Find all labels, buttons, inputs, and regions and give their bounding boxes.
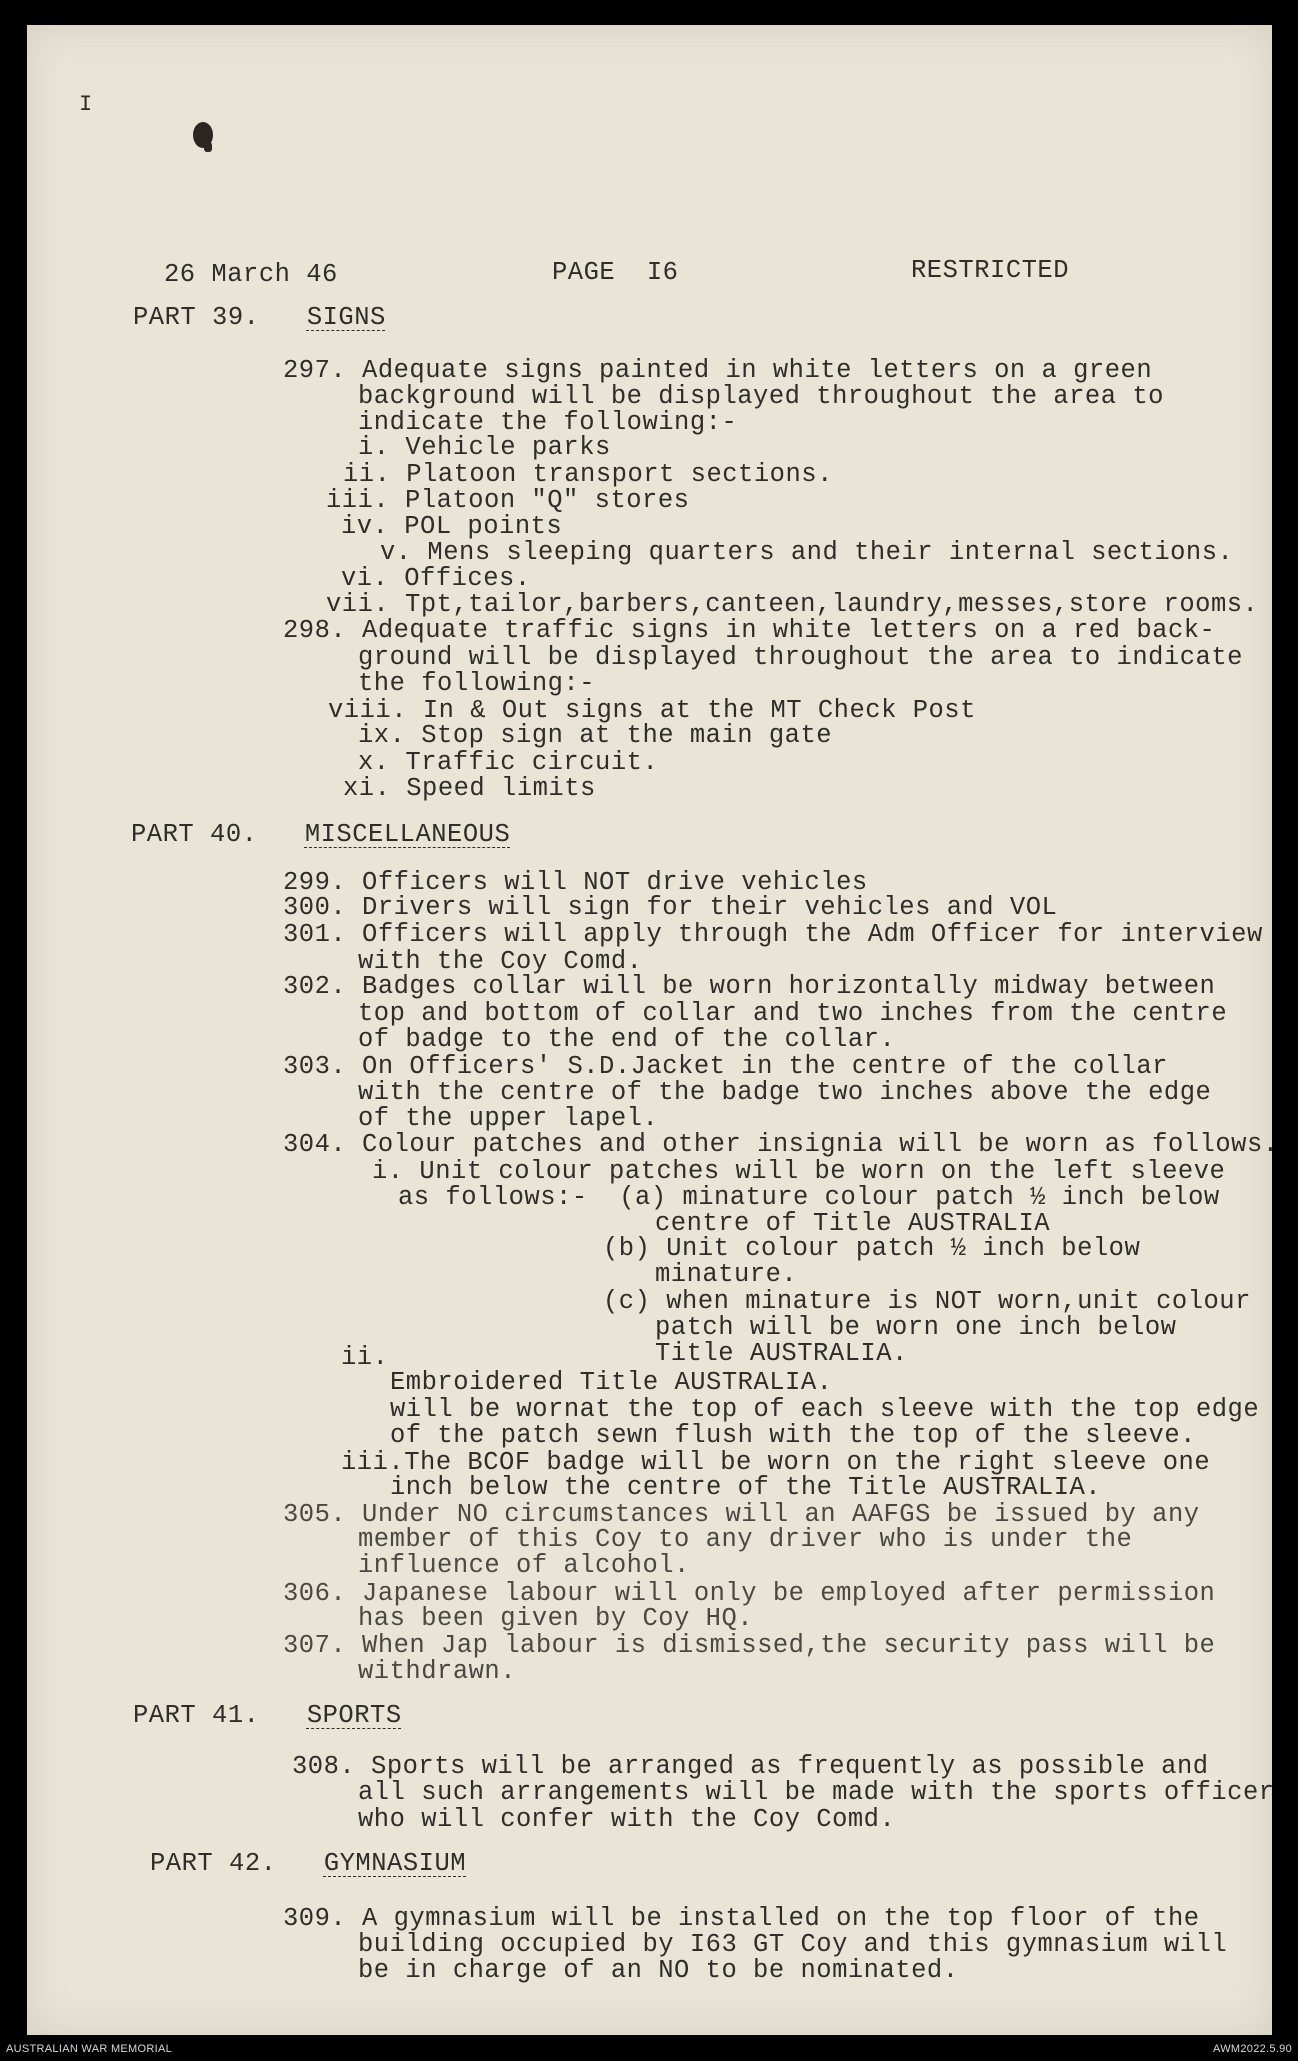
document-line: 308. Sports will be arranged as frequently as possible and (292, 1752, 1209, 1781)
document-line: vii. Tpt,tailor,barbers,canteen,laundry,messes,store rooms. (326, 590, 1259, 619)
document-line: xi. Speed limits (343, 774, 596, 803)
document-line: ii. (341, 1343, 389, 1372)
document-line: Title AUSTRALIA. (655, 1339, 908, 1368)
document-line: of the upper lapel. (358, 1104, 659, 1133)
document-line: influence of alcohol. (358, 1551, 690, 1580)
document-line: building occupied by I63 GT Coy and this gymnasium will (358, 1930, 1228, 1959)
page-number: PAGE I6 (552, 258, 679, 287)
document-line: x. Traffic circuit. (358, 748, 659, 777)
part-heading (150, 1851, 466, 1877)
document-line: i. Unit colour patches will be worn on the left sleeve (372, 1157, 1226, 1186)
part-title: SIGNS (306, 303, 386, 332)
document-line: ground will be displayed throughout the area to indicate (358, 643, 1243, 672)
document-line: iv. POL points (341, 512, 563, 541)
part-number: PART 40. (131, 820, 305, 849)
document-line: patch will be worn one inch below (655, 1313, 1177, 1342)
document-line: of the patch sewn flush with the top of the sleeve. (390, 1421, 1196, 1450)
document-line: iii. Platoon "Q" stores (326, 486, 690, 515)
document-line: member of this Coy to any driver who is under the (358, 1525, 1133, 1554)
document-line: ii. Platoon transport sections. (343, 460, 833, 489)
part-heading (131, 822, 510, 848)
document-line: 299. Officers will NOT drive vehicles (283, 868, 868, 897)
document-line: v. Mens sleeping quarters and their internal sections. (380, 538, 1234, 567)
document-line: ix. Stop sign at the main gate (358, 721, 833, 750)
document-line: 302. Badges collar will be worn horizontally midway between (283, 972, 1216, 1001)
document-line: vi. Offices. (341, 564, 531, 593)
document-line: centre of Title AUSTRALIA (655, 1209, 1051, 1238)
footer-source: AUSTRALIAN WAR MEMORIAL (6, 2043, 173, 2055)
document-line: 304. Colour patches and other insignia will be worn as follows. (283, 1130, 1279, 1159)
document-line: 305. Under NO circumstances will an AAFGS be issued by any (283, 1500, 1200, 1529)
part-title: SPORTS (306, 1701, 402, 1730)
document-line: (c) when minature is NOT worn,unit colour (603, 1287, 1251, 1316)
document-line: viii. In & Out signs at the MT Check Post (328, 696, 976, 725)
part-number: PART 42. (150, 1849, 324, 1878)
document-line: the following:- (358, 669, 596, 698)
part-heading (133, 1703, 402, 1729)
document-line: 300. Drivers will sign for their vehicles and VOL (283, 893, 1058, 922)
document-line: top and bottom of collar and two inches from the centre (358, 999, 1228, 1028)
document-line: i. Vehicle parks (358, 433, 611, 462)
part-title: MISCELLANEOUS (304, 820, 511, 849)
document-line: withdrawn. (358, 1657, 517, 1686)
document-line: background will be displayed throughout the area to (358, 382, 1164, 411)
margin-mark: I (79, 92, 93, 117)
part-title: GYMNASIUM (323, 1849, 467, 1878)
document-line: 301. Officers will apply through the Adm Officer for interview (283, 920, 1263, 949)
document-date: 26 March 46 (164, 260, 338, 289)
document-line: as follows:- (a) minature colour patch ½ inch below (398, 1183, 1220, 1212)
punch-hole (204, 142, 212, 152)
document-line: of badge to the end of the collar. (358, 1025, 896, 1054)
document-line: (b) Unit colour patch ½ inch below (603, 1234, 1141, 1263)
document-line: all such arrangements will be made with the sports officer (358, 1778, 1275, 1807)
document-line: 298. Adequate traffic signs in white letters on a red back- (283, 616, 1216, 645)
part-heading (133, 305, 386, 331)
footer-reference: AWM2022.5.90 (1212, 2043, 1292, 2055)
document-line: will be wornat the top of each sleeve with the top edge (390, 1395, 1260, 1424)
classification-label: RESTRICTED (911, 256, 1070, 285)
document-line: who will confer with the Coy Comd. (358, 1805, 896, 1834)
document-line: iii.The BCOF badge will be worn on the right sleeve one (341, 1448, 1211, 1477)
part-number: PART 39. (133, 303, 307, 332)
document-line: has been given by Coy HQ. (358, 1604, 754, 1633)
document-line: indicate the following:- (358, 408, 738, 437)
document-line: 309. A gymnasium will be installed on the top floor of the (283, 1904, 1200, 1933)
document-line: 307. When Jap labour is dismissed,the security pass will be (283, 1631, 1216, 1660)
document-line: Embroidered Title AUSTRALIA. (390, 1368, 833, 1397)
document-line: 297. Adequate signs painted in white letters on a green (283, 356, 1153, 385)
document-line: with the centre of the badge two inches above the edge (358, 1078, 1212, 1107)
document-line: minature. (655, 1260, 798, 1289)
document-line: with the Coy Comd. (358, 947, 643, 976)
document-line: inch below the centre of the Title AUSTRALIA. (390, 1473, 1102, 1502)
document-line: be in charge of an NO to be nominated. (358, 1956, 959, 1985)
document-line: 303. On Officers' S.D.Jacket in the centre of the collar (283, 1052, 1168, 1081)
document-line: 306. Japanese labour will only be employed after permission (283, 1579, 1216, 1608)
part-number: PART 41. (133, 1701, 307, 1730)
